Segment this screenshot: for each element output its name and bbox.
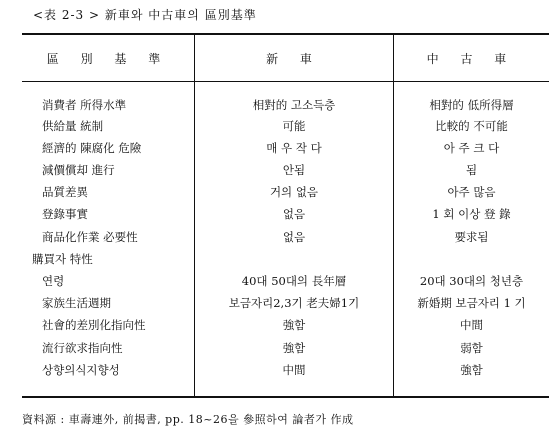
table-row [22,294,549,314]
header-used-car: 中 古 車 [426,52,516,66]
cell-new-car: 없음 [282,230,306,244]
row-criterion: 消費者 所得水準 [42,98,127,112]
row-criterion: 商品化作業 必要性 [42,230,138,244]
cell-new-car: 可能 [282,119,306,133]
header-new-car: 新 車 [266,52,321,66]
row-criterion: 減價償却 進行 [42,163,115,177]
table-row [22,361,549,381]
row-criterion: 登錄事實 [42,207,88,221]
cell-new-car: 매 우 작 다 [266,141,322,155]
cell-used-car: 新婚期 보금자리 1 기 [417,296,526,310]
header-criteria: 區 別 基 準 [46,52,170,66]
cell-used-car: 아주 많음 [447,185,496,199]
row-criterion: 社會的差別化指向性 [42,318,146,332]
cell-new-car: 強함 [282,341,306,355]
row-criterion: 供給量 統制 [42,119,104,133]
row-criterion: 流行欲求指向性 [42,341,123,355]
row-criterion: 家族生活週期 [42,296,111,310]
row-criterion: 購買자 特性 [32,252,93,266]
table-row [22,205,549,225]
cell-new-car: 없음 [282,207,306,221]
table-row [22,272,549,292]
cell-used-car: 比較的 不可能 [435,119,508,133]
row-criterion: 品質差異 [42,185,88,199]
table-row [22,183,549,203]
cell-new-car: 거의 없음 [269,185,319,199]
cell-used-car: 要求됨 [454,230,489,244]
table-row [22,339,549,359]
cell-used-car: 20대 30대의 청년층 [419,274,524,288]
cell-new-car: 보금자리2,3기 老夫婦1기 [228,296,360,310]
table-row [22,161,549,181]
table-row [22,316,549,336]
row-criterion: 연령 [42,274,65,288]
cell-new-car: 40대 50대의 長年層 [241,274,347,288]
cell-used-car: 相對的 低所得層 [429,98,514,112]
cell-used-car: 強함 [460,363,483,377]
table-row [22,139,549,159]
row-criterion: 상향의식지향성 [42,363,120,377]
source-note: 資料源 : 車壽連外, 前揭書, pp. 18~26을 參照하여 論者가 作成 [22,413,354,426]
cell-used-car: 1 회 이상 登 錄 [432,207,511,221]
row-criterion: 經濟的 陳腐化 危險 [42,141,142,155]
table-top-rule [22,33,549,35]
table-caption: <表 2-3 > 新車와 中古車의 區別基準 [33,8,257,22]
cell-new-car: 相對的 고소득층 [252,98,336,112]
table-row [22,228,549,248]
cell-new-car: 안됨 [282,163,306,177]
table-row [22,96,549,116]
cell-used-car: 中間 [460,318,483,332]
table-header-rule [22,81,549,82]
table-row [22,117,549,137]
cell-used-car: 아 주 크 다 [443,141,500,155]
cell-used-car: 됨 [465,163,478,177]
cell-new-car: 強함 [282,318,306,332]
table-row [22,250,549,270]
cell-new-car: 中間 [282,363,306,377]
cell-used-car: 弱함 [460,341,483,355]
table-bottom-rule [22,396,549,398]
comparison-table [22,33,549,398]
